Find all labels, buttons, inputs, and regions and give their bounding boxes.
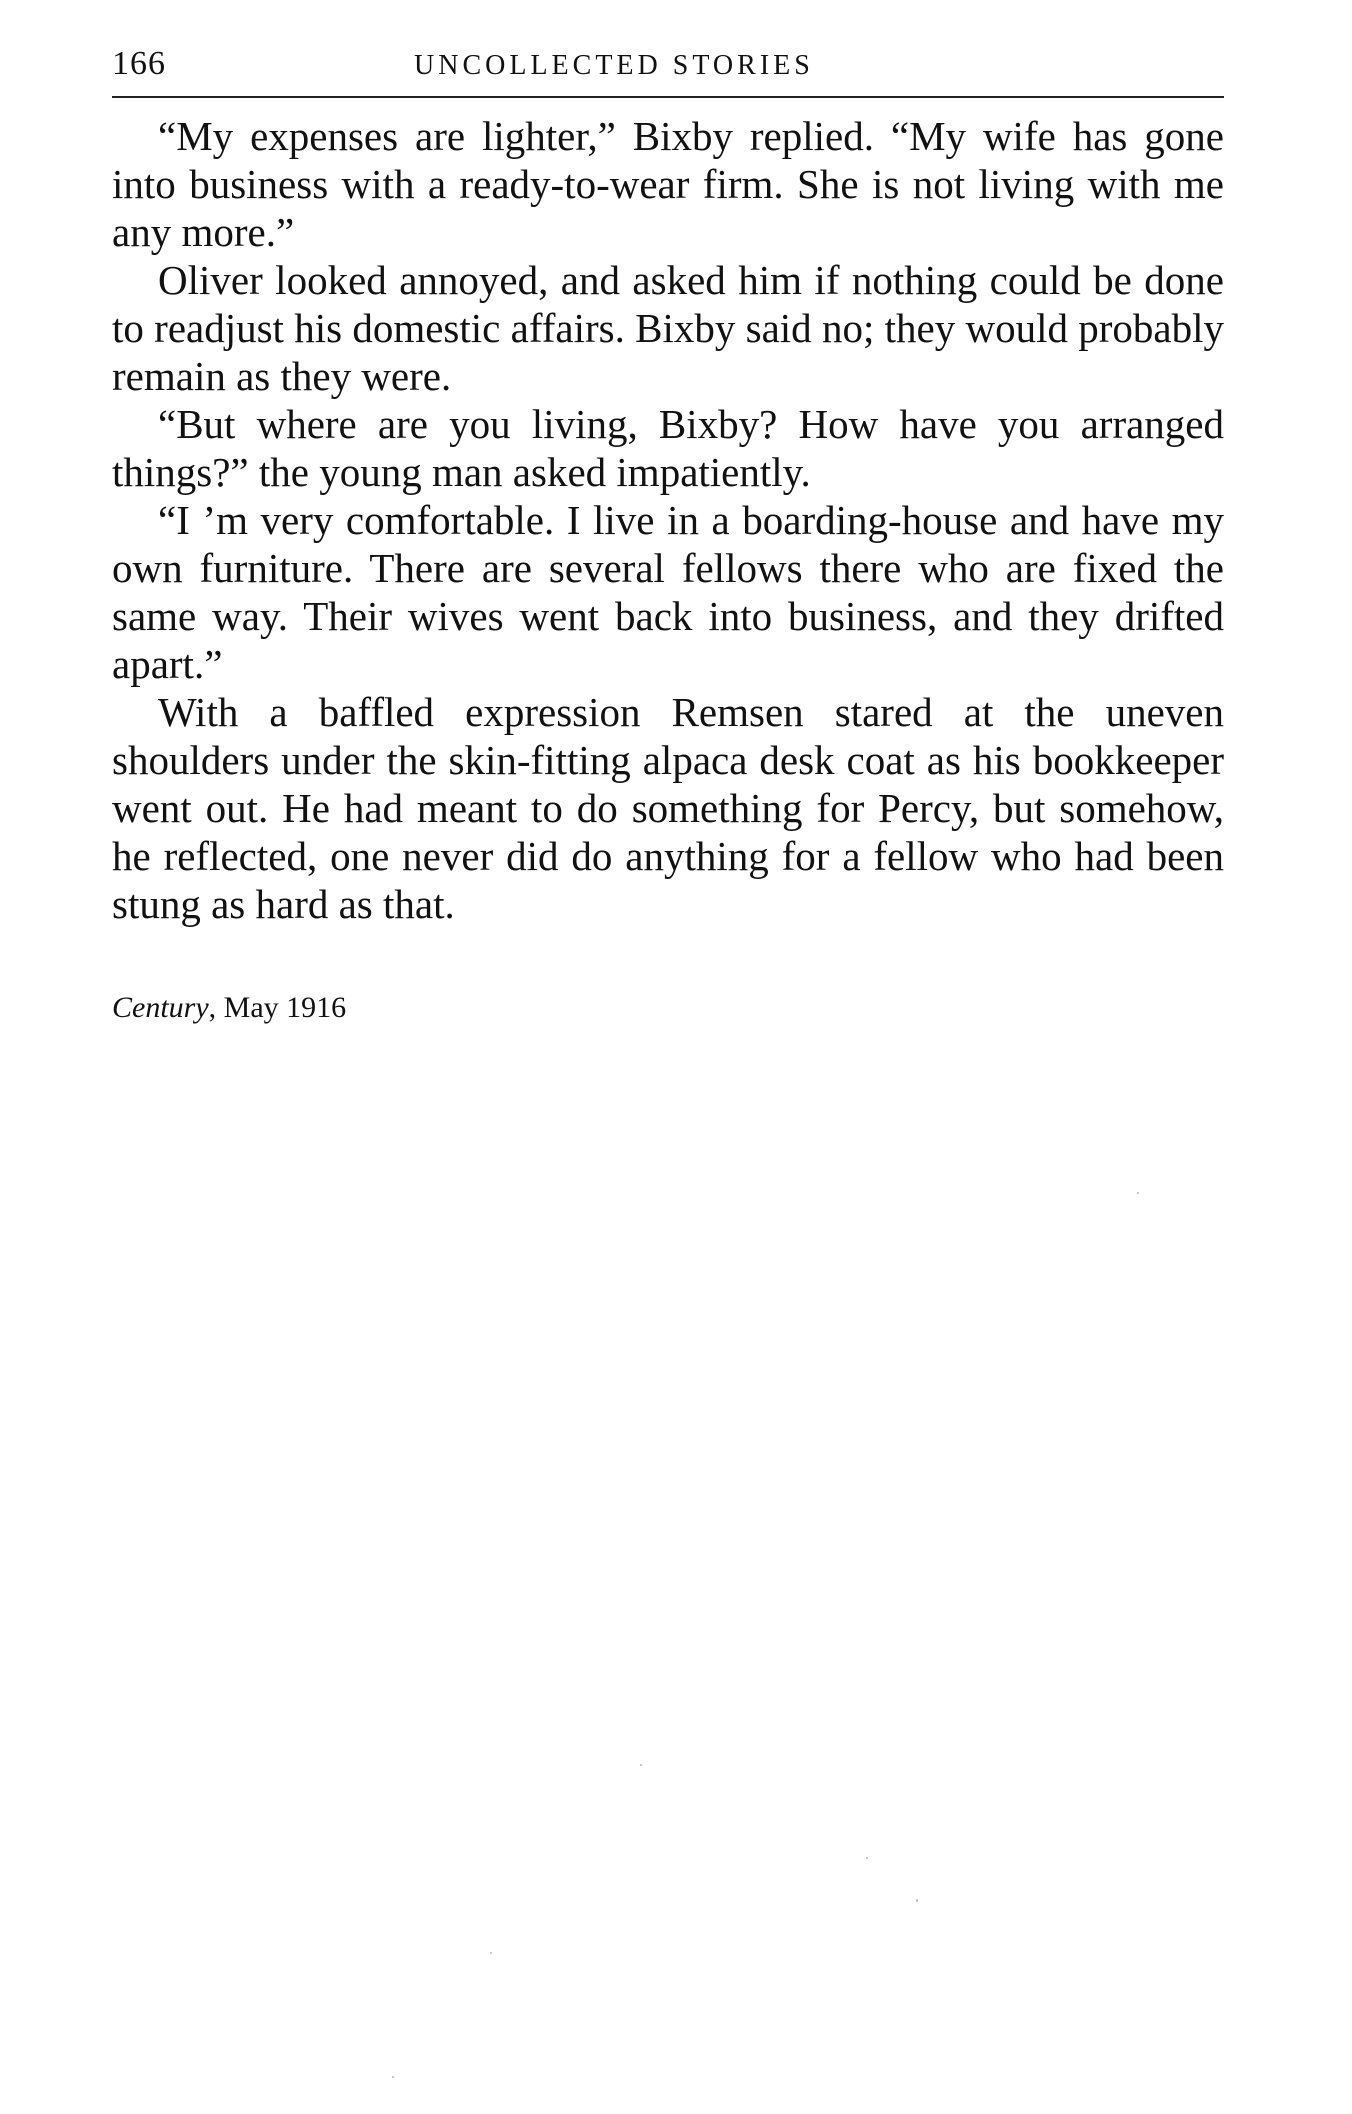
scan-speck xyxy=(640,1764,642,1766)
paragraph: With a baffled expression Remsen stared at the uneven shoulders under the skin-fitting alpaca desk coat as his bookkeeper went out. He had meant to do something for Percy, but somehow, he reflected, one never did do anything for a fellow who had been stung as hard as that. xyxy=(112,689,1224,927)
body-text xyxy=(112,112,1224,928)
source-date: , May 1916 xyxy=(208,991,347,1024)
paragraph: “But where are you living, Bixby? How have you arranged things?” the young man asked impatiently. xyxy=(112,401,1224,495)
running-title: UNCOLLECTED STORIES xyxy=(414,50,814,81)
paragraph: “My expenses are lighter,” Bixby replied. “My wife has gone into business with a ready-to-wear firm. She is not living with me any more.” xyxy=(112,113,1224,255)
paragraph: “I ’m very comfortable. I live in a boarding-house and have my own furniture. There are several fellows there who are fixed the same way. Their wives went back into business, and they drifted apart.” xyxy=(112,497,1224,687)
scan-speck xyxy=(916,1899,918,1902)
scan-speck xyxy=(392,2076,394,2078)
header-rule xyxy=(112,96,1224,98)
source-citation xyxy=(112,990,346,1026)
scan-speck xyxy=(866,1857,868,1859)
scan-speck xyxy=(490,1952,492,1954)
running-head xyxy=(112,38,1224,84)
source-journal: Century xyxy=(112,991,209,1024)
page-number: 166 xyxy=(112,45,166,82)
scan-speck xyxy=(1137,1192,1139,1194)
paragraph: Oliver looked annoyed, and asked him if nothing could be done to readjust his domestic affairs. Bixby said no; they would probably remain as they were. xyxy=(112,257,1224,399)
